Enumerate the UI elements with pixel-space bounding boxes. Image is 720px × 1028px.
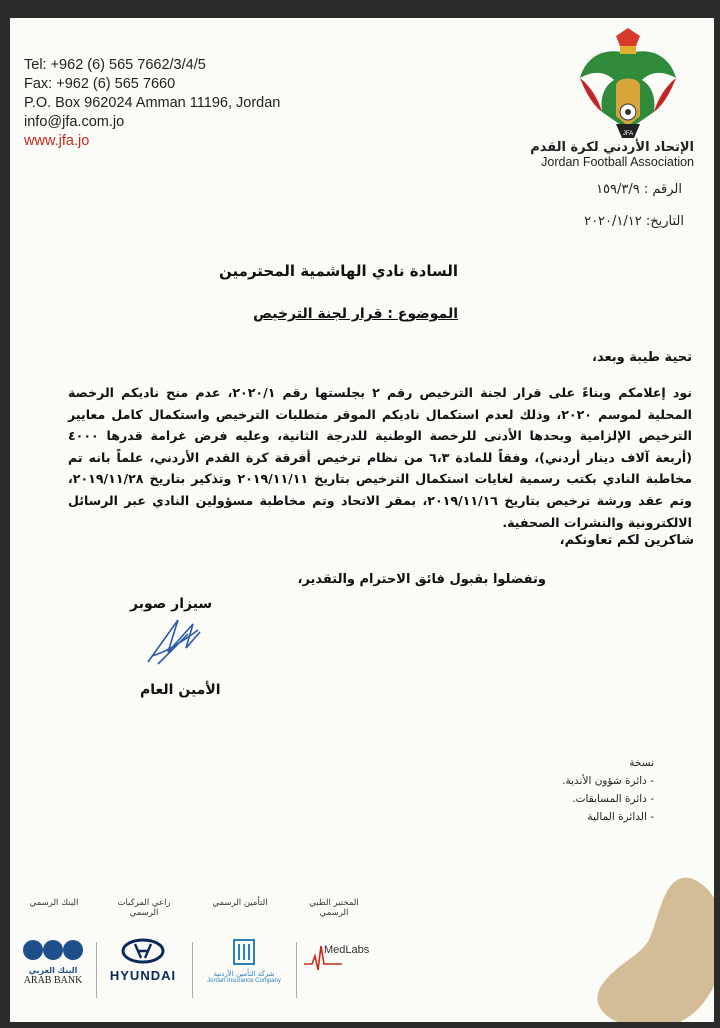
sponsor-divider [96, 942, 97, 998]
jfa-eagle-logo [576, 26, 680, 142]
closing-line: وتفضلوا بقبول فائق الاحترام والتقدير، [297, 572, 546, 587]
sponsor-label: التأمين الرسمي [212, 898, 268, 908]
copies-label: نسخة [629, 757, 654, 769]
signer-title: الأمين العام [140, 682, 221, 698]
thanks-line: شاكرين لكم تعاونكم، [559, 533, 694, 548]
copy-item: - دائرة شؤون الأندية. [562, 772, 654, 790]
sponsor-divider [296, 942, 297, 998]
org-name-en: Jordan Football Association [541, 155, 694, 169]
letter-page [10, 18, 714, 1022]
contact-info [24, 56, 280, 151]
letter-date [584, 214, 684, 229]
hyundai-logo [102, 938, 184, 983]
insurance-name-en: Jordan Insurance Company [207, 978, 281, 984]
hyundai-name: HYUNDAI [109, 968, 177, 983]
ref-number-value: ١٥٩/٣/٩ [596, 182, 640, 197]
sponsor-label: راعي المركبات الرسمي [117, 898, 171, 918]
letter-body [68, 382, 692, 533]
copies-list [562, 754, 654, 826]
subject-line: الموضوع : قرار لجنة الترخيص [253, 306, 458, 322]
body-paragraph: نود إعلامكم وبناءً على قرار لجنة الترخيص رقم ٢ بجلستها رقم ٢٠٢٠/١، عدم منح ناديكم الرخصة المحلية لموسم ٢٠٢٠، وذلك لعدم استكمال ناديكم الموقر متطلبات الترخيص واستكمال كامل معايير الترخيص الإلزامية وبحدها الأدنى للرخصة الوطنية للدرجة الثانية، وعليه فرض غرامة قدرها ٤٠٠٠ (أربعة آلاف دينار أردني)، وفقاً للمادة ٦،٣ من نظام ترخيص أفرقة كرة القدم الأردني، علماً بانه تم مخاطبة النادي بكتب رسمية لغايات استكمال الترخيص بتاريخ ٢٠١٩/١١/١١ وتذكير بتاريخ ٢٠١٩/١١/٢٨، وتم عقد ورشة ترخيص بتاريخ ٢٠١٩/١١/١٦، بمقر الاتحاد وتم مخاطبة مسؤولين النادي عبر الرسائل الالكترونية والنشرات الصحفية. [68, 385, 693, 530]
reference-number [596, 180, 682, 200]
sponsor-divider [192, 942, 193, 998]
medlabs-logo [302, 938, 372, 976]
sponsor-label: المختبر الطبي الرسمي [309, 898, 359, 918]
addressee: السادة نادي الهاشمية المحترمين [219, 262, 458, 280]
tel-line: Tel: +962 (6) 565 7662/3/4/5 [24, 57, 206, 73]
signer-name: سيزار صوبر [130, 596, 213, 612]
jordan-insurance-logo [200, 938, 288, 984]
arab-bank-icon [21, 938, 85, 962]
website-link[interactable]: www.jfa.jo [24, 133, 90, 149]
email-line[interactable]: info@jfa.com.jo [24, 114, 125, 130]
medlabs-name: MedLabs [324, 944, 370, 956]
pobox-line: P.O. Box 962024 Amman 11196, Jordan [24, 95, 281, 111]
org-name [530, 140, 694, 169]
hyundai-icon [121, 938, 165, 964]
sponsor-label: البنك الرسمي [29, 898, 79, 908]
arab-bank-name-en: ARAB BANK [23, 975, 83, 986]
arab-bank-name-ar: البنك العربي [28, 966, 78, 975]
copy-item: - الدائرة المالية [562, 808, 654, 826]
insurance-name-ar: شركة التأمين الأردنية [213, 970, 275, 978]
ref-number-label: الرقم : [643, 182, 682, 197]
copy-item: - دائرة المسابقات. [562, 790, 654, 808]
date-label: التاريخ: [645, 214, 684, 229]
greeting: تحية طيبة وبعد، [592, 350, 692, 365]
arab-bank-logo [16, 938, 90, 986]
logo-text: JFA [622, 131, 634, 137]
date-value: ٢٠٢٠/١/١٢ [584, 214, 642, 229]
background-map-shape [570, 868, 714, 1022]
handwritten-signature [138, 612, 208, 670]
insurance-building-icon [231, 938, 257, 966]
fax-line: Fax: +962 (6) 565 7660 [24, 76, 176, 92]
org-name-ar: الإتحاد الأردني لكرة القدم [530, 140, 694, 155]
